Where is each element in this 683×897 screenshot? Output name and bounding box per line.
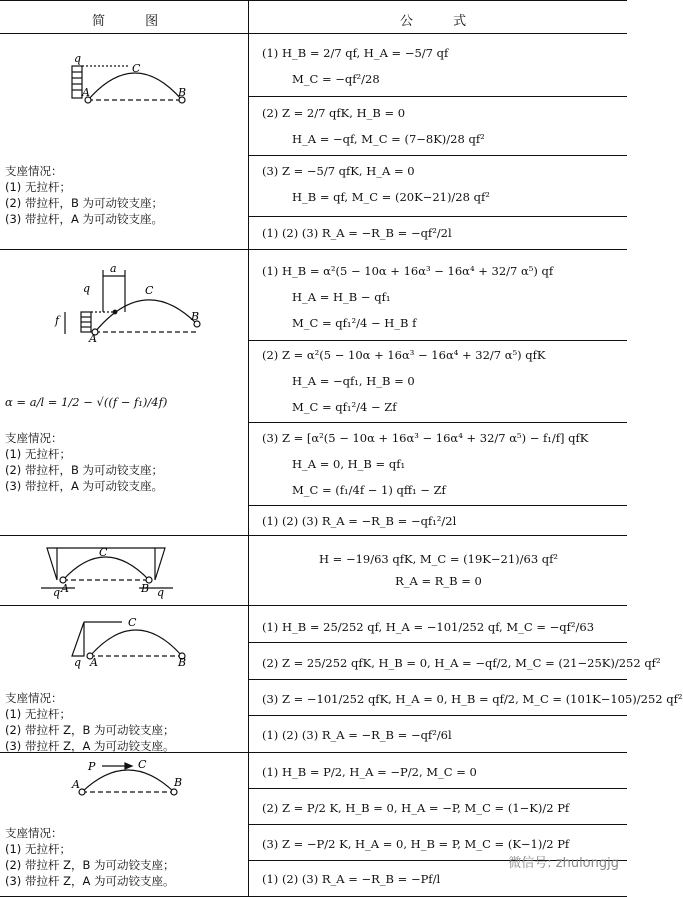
formula-5-3: (3) Z = −P/2 K, H_A = 0, H_B = P, M_C = (K−1)/2 Pf	[262, 837, 570, 851]
formula-5-4: (1) (2) (3) R_A = −R_B = −Pf/l	[262, 872, 441, 886]
svg-text:f: f	[55, 314, 60, 327]
svg-text:B: B	[141, 582, 150, 595]
support-description-4: 支座情况： (1) 无拉杆； (2) 带拉杆 Z，B 为可动铰支座； (3) 带拉杆 Z，A 为可动铰支座。	[5, 691, 175, 753]
formula-2-1: (1) H_B = α²(5 − 10α + 16α³ − 16α⁴ + 32/7 α⁵) qf H_A = H_B − qf₁ M_C = qf₁²/4 − H_B f	[262, 264, 554, 330]
svg-text:C: C	[138, 758, 147, 771]
svg-text:P: P	[88, 760, 96, 773]
svg-text:C: C	[99, 546, 108, 559]
watermark: 微信号: zhulongjg	[508, 856, 619, 871]
svg-text:q: q	[83, 282, 91, 295]
svg-text:A: A	[72, 778, 80, 791]
formula-5-2: (2) Z = P/2 K, H_B = 0, H_A = −P, M_C = (1−K)/2 Pf	[262, 801, 570, 815]
arch-diagram-1	[60, 48, 210, 110]
formula-2-3: (3) Z = [α²(5 − 10α + 16α³ − 16α⁴ + 32/7 α⁵) − f₁/f] qfK H_A = 0, H_B = qf₁ M_C = (f₁/4f − 1) qff₁ − Zf	[262, 431, 589, 497]
svg-text:A: A	[61, 582, 69, 595]
formula-4-1: (1) H_B = 25/252 qf, H_A = −101/252 qf, M_C = −qf²/63	[262, 620, 595, 634]
header-diagram: 简 图	[92, 14, 177, 29]
svg-text:A: A	[90, 656, 98, 669]
label-c: C	[132, 62, 141, 75]
label-q: q	[74, 52, 82, 65]
formula-4-4: (1) (2) (3) R_A = −R_B = −qf²/6l	[262, 728, 452, 742]
formula-3: H = −19/63 qfK, M_C = (19K−21)/63 qf² R_A = R_B = 0	[318, 552, 559, 588]
svg-text:C: C	[145, 284, 154, 297]
svg-text:q: q	[53, 586, 61, 599]
svg-text:B: B	[191, 310, 200, 323]
label-b: B	[178, 86, 187, 99]
arch-diagram-2	[55, 262, 215, 345]
formula-1-4: (1) (2) (3) R_A = −R_B = −qf²/2l	[262, 226, 452, 240]
svg-text:q: q	[157, 586, 165, 599]
svg-text:a: a	[110, 262, 117, 275]
support-description-1: 支座情况： (1) 无拉杆； (2) 带拉杆，B 为可动铰支座； (3) 带拉杆，A 为可动铰支座。	[5, 164, 163, 226]
support-description-2: 支座情况： (1) 无拉杆； (2) 带拉杆，B 为可动铰支座； (3) 带拉杆，A 为可动铰支座。	[5, 431, 163, 493]
svg-text:B: B	[178, 656, 187, 669]
formula-2-4: (1) (2) (3) R_A = −R_B = −qf₁²/2l	[262, 514, 457, 528]
arch-diagram-5	[62, 756, 192, 802]
formula-4-2: (2) Z = 25/252 qfK, H_B = 0, H_A = −qf/2, M_C = (21−25K)/252 qf²	[262, 656, 661, 670]
formula-1-1: (1) H_B = 2/7 qf, H_A = −5/7 qf M_C = −qf²/28	[262, 46, 449, 86]
arch-diagram-4	[62, 612, 192, 668]
label-a: A	[82, 86, 90, 99]
svg-text:C: C	[128, 616, 137, 629]
svg-text:A: A	[89, 332, 97, 345]
formula-1-3: (3) Z = −5/7 qfK, H_A = 0 H_B = qf, M_C = (20K−21)/28 qf²	[262, 164, 490, 204]
alpha-formula: α = a/l = 1/2 − √((f − f₁)/4f)	[5, 395, 168, 409]
support-description-5: 支座情况： (1) 无拉杆； (2) 带拉杆 Z，B 为可动铰支座； (3) 带拉杆 Z，A 为可动铰支座。	[5, 826, 175, 888]
svg-text:B: B	[174, 776, 183, 789]
formula-2-2: (2) Z = α²(5 − 10α + 16α³ − 16α⁴ + 32/7 α⁵) qfK H_A = −qf₁, H_B = 0 M_C = qf₁²/4 − Zf	[262, 348, 546, 414]
arch-diagram-3	[35, 540, 185, 598]
formula-5-1: (1) H_B = P/2, H_A = −P/2, M_C = 0	[262, 765, 477, 779]
formula-4-3: (3) Z = −101/252 qfK, H_A = 0, H_B = qf/2, M_C = (101K−105)/252 qf²	[262, 692, 683, 706]
header-formula: 公 式	[400, 14, 485, 29]
svg-text:q: q	[74, 656, 82, 669]
formula-1-2: (2) Z = 2/7 qfK, H_B = 0 H_A = −qf, M_C = (7−8K)/28 qf²	[262, 106, 485, 146]
